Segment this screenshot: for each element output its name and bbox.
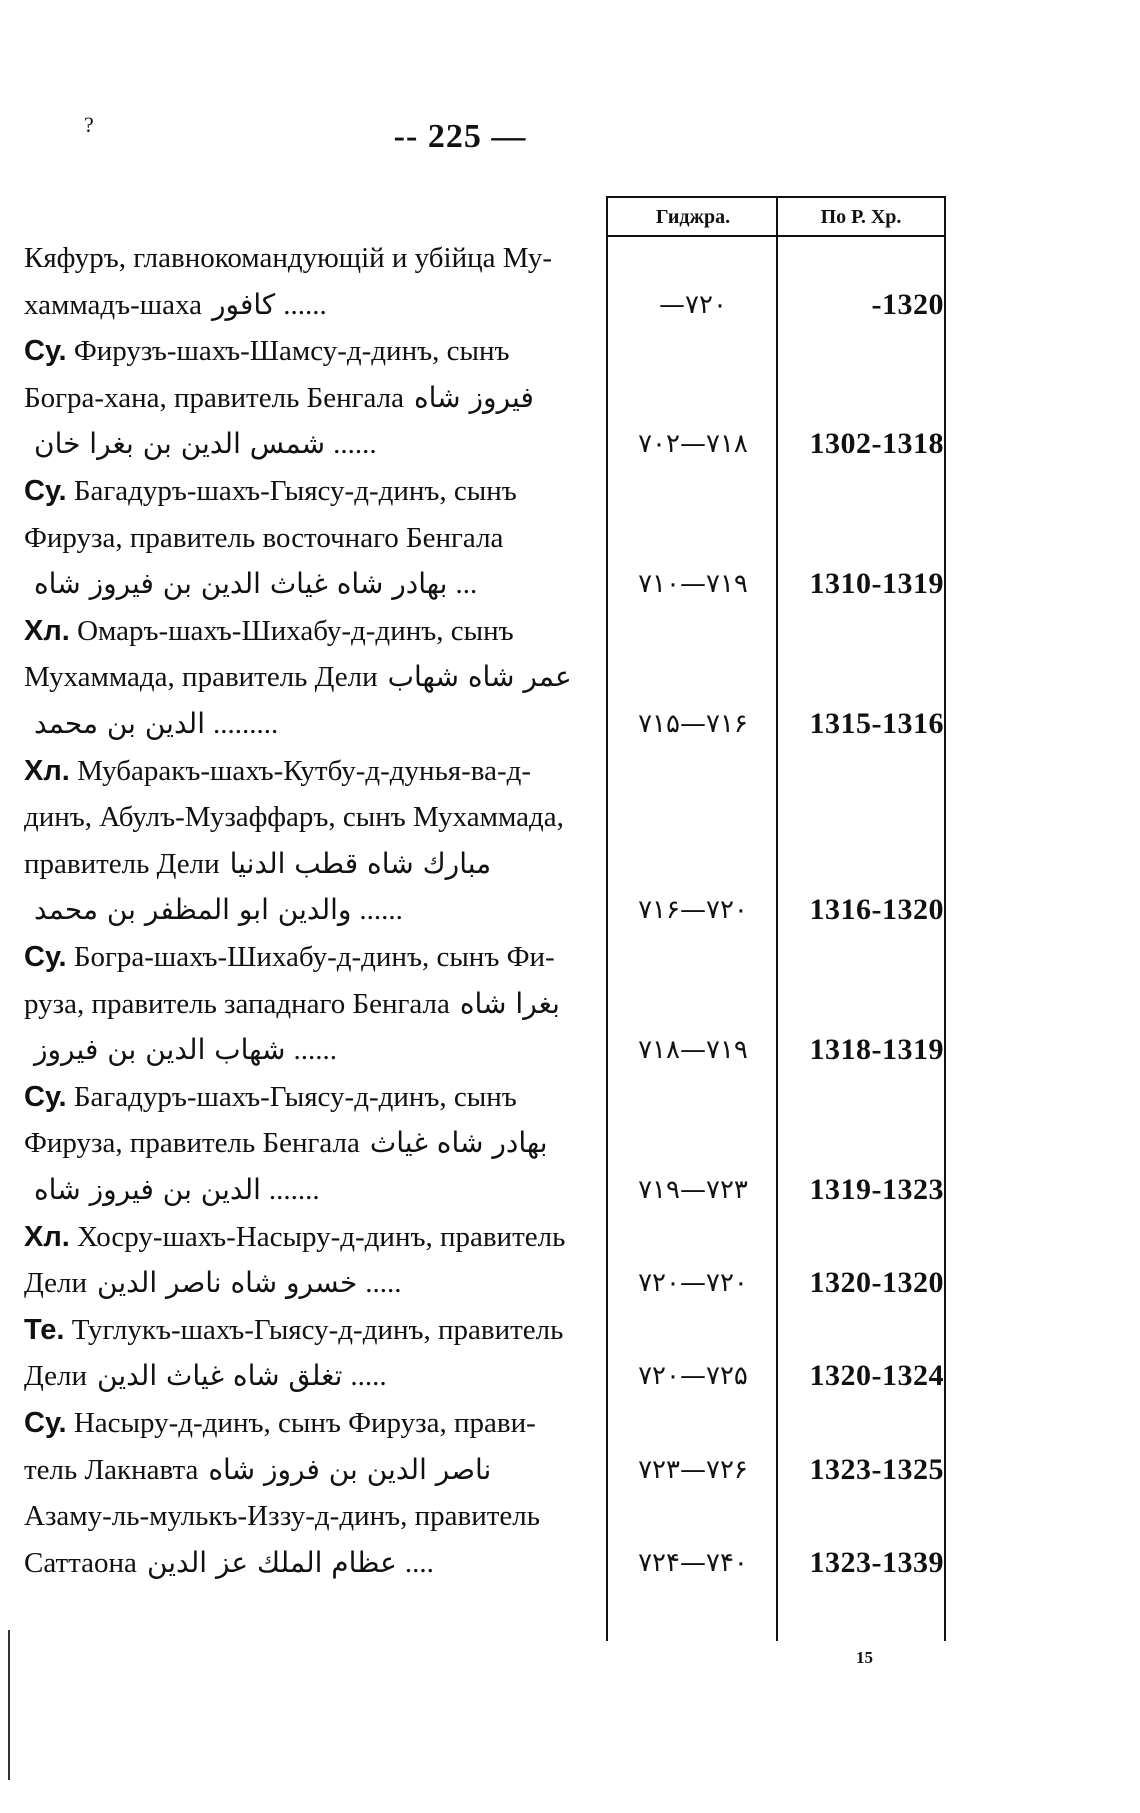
entry-line [24, 749, 594, 793]
hijra-date: ۷۲۴—۷۴۰ [638, 1547, 748, 1578]
entry-text: Мубаракъ-шахъ-Кутбу-д-дунья-ва-д- [77, 754, 532, 787]
dynasty-abbreviation: Су. [24, 941, 67, 973]
entry-text: тель Лакнавта [24, 1453, 199, 1486]
leader-dots: ...... [293, 1034, 338, 1067]
dynasty-abbreviation: Су. [24, 1080, 67, 1113]
entry-line [24, 1494, 594, 1538]
gregorian-date: 1320-1320 [809, 1266, 944, 1300]
entry-line [24, 982, 594, 1026]
entry-text: Туглукъ-шахъ-Гыясу-д-динъ, правитель [71, 1313, 564, 1346]
entry-text: Мухаммада, правитель Дели [24, 661, 378, 694]
hijra-date: ۷۰۲—۷۱۸ [638, 429, 748, 460]
leader-dots: ....... [268, 1174, 320, 1206]
entry-text: Дели [24, 1360, 87, 1393]
leader-dots: ......... [212, 708, 279, 740]
arabic-name: الدين بن فيروز شاه [34, 1173, 261, 1206]
gregorian-date: 1318-1319 [809, 1033, 944, 1067]
hijra-date: ۷۲۳—۷۲۶ [638, 1454, 748, 1485]
hijra-date: ۷۱۰—۷۱۹ [638, 569, 748, 600]
hijra-date: ۷۲۰—۷۲۵ [638, 1361, 748, 1392]
dynasty-abbreviation: Хл. [24, 754, 70, 787]
arabic-name: مبارك شاه قطب الدنيا [229, 846, 492, 880]
entry-text: Насыру-д-динъ, сынъ Фируза, прави- [73, 1407, 536, 1439]
entry-line [24, 842, 594, 886]
hijra-date: ۷۱۶—۷۲۰ [638, 895, 748, 926]
column-rule-left [606, 196, 608, 1641]
leader-dots: ...... [333, 428, 377, 461]
margin-rule [8, 1630, 10, 1780]
entry-text: Дели [24, 1267, 87, 1300]
dynasty-abbreviation: Су. [24, 1407, 67, 1439]
stray-mark: ? [84, 112, 94, 137]
entry-text: Багадуръ-шахъ-Гыясу-д-динъ, сынъ [73, 1080, 517, 1113]
gregorian-date: 1320-1324 [809, 1359, 944, 1393]
entry-line [24, 329, 594, 373]
arabic-name: شمس الدين بن بغرا خان [34, 427, 326, 461]
entry-line [24, 1308, 594, 1352]
arabic-name: عظام الملك عز الدين [146, 1545, 397, 1579]
entry-text: Омаръ-шахъ-Шихабу-д-динъ, сынъ [77, 614, 514, 647]
entry-line [24, 1121, 594, 1165]
hijra-date: ۷۲۰—۷۲۰ [638, 1268, 748, 1299]
dynasty-abbreviation: Хл. [24, 1220, 70, 1253]
arabic-name: خسرو شاه ناصر الدين [97, 1266, 358, 1300]
entry-line [24, 236, 594, 280]
gregorian-date: 1319-1323 [809, 1173, 944, 1206]
gregorian-date: 1302-1318 [809, 427, 944, 461]
header-top-rule [606, 196, 946, 198]
leader-dots: ..... [350, 1360, 387, 1393]
leader-dots: ... [455, 568, 478, 601]
arabic-name: عمر شاه شهاب [387, 660, 572, 694]
gregorian-date: 1316-1320 [809, 893, 944, 927]
entry-line [24, 1448, 594, 1492]
entry-line [24, 1261, 594, 1305]
entry-line [24, 1075, 594, 1119]
arabic-name: تغلق شاه غياث الدين [97, 1359, 343, 1393]
entry-line [24, 562, 594, 606]
entry-line [24, 1168, 594, 1212]
hijra-date: ۷۱۵—۷۱۶ [638, 709, 748, 739]
entry-text: Саттаона [24, 1546, 137, 1579]
arabic-name: شهاب الدين بن فيروز [34, 1033, 286, 1067]
entry-line [24, 1401, 594, 1445]
entry-text: Фируза, правитель Бенгала [24, 1127, 360, 1160]
entry-text: Фируза, правитель восточнаго Бенгала [24, 521, 504, 554]
signature-mark: 15 [856, 1648, 873, 1667]
arabic-name: ناصر الدين بن فروز شاه [208, 1452, 492, 1486]
leader-dots: ...... [359, 894, 403, 927]
entry-line [24, 655, 594, 699]
entry-text: Хосру-шахъ-Насыру-д-динъ, правитель [77, 1220, 566, 1253]
header-bottom-rule [606, 235, 946, 237]
arabic-name: بهادر شاه غياث [369, 1126, 548, 1160]
arabic-name: بغرا شاه [459, 986, 560, 1020]
entry-line [24, 1541, 594, 1585]
column-header-hijra: Гиджра. [655, 206, 731, 228]
entry-line [24, 1215, 594, 1259]
dynasty-abbreviation: Су. [24, 335, 67, 368]
entry-line [24, 1354, 594, 1398]
entry-text: Фирузъ-шахъ-Шамсу-д-динъ, сынъ [73, 335, 510, 368]
entry-text: Богра-хана, правитель Бенгала [24, 381, 404, 414]
dynasty-abbreviation: Те. [24, 1313, 65, 1346]
leader-dots: ...... [283, 288, 327, 321]
entry-text: хаммадъ-шаха [24, 288, 202, 321]
gregorian-date: 1323-1339 [809, 1545, 944, 1579]
entry-line [24, 422, 594, 466]
entry-line [24, 376, 594, 420]
arabic-name: والدين ابو المظفر بن محمد [34, 893, 352, 927]
entry-line [24, 935, 594, 979]
dynasty-abbreviation: Хл. [24, 614, 70, 647]
hijra-date: —۷۲۰ [659, 289, 727, 320]
arabic-name: الدين بن محمد [34, 707, 205, 740]
entry-text: Богра-шахъ-Шихабу-д-динъ, сынъ Фи- [73, 941, 555, 973]
entry-text: руза, правитель западнаго Бенгала [24, 987, 450, 1020]
gregorian-date: 1323-1325 [809, 1452, 944, 1486]
gregorian-date: 1310-1319 [809, 567, 944, 601]
dynasty-abbreviation: Су. [24, 475, 67, 507]
entry-line [24, 1028, 594, 1072]
entry-line [24, 283, 594, 327]
entry-text: Багадуръ-шахъ-Гыясу-д-динъ, сынъ [73, 475, 517, 507]
leader-dots: .... [404, 1546, 434, 1579]
column-header-gregorian: По Р. Хр. [820, 206, 902, 228]
entry-line [24, 795, 594, 839]
entry-line [24, 609, 594, 653]
entry-line [24, 516, 594, 560]
entry-line [24, 469, 594, 513]
leader-dots: ..... [365, 1267, 402, 1300]
hijra-date: ۷۱۹—۷۲۳ [638, 1175, 748, 1205]
entry-text: Азаму-ль-мулькъ-Иззу-д-динъ, правитель [24, 1500, 540, 1533]
gregorian-date: -1320 [871, 287, 944, 321]
entry-text: Кяфуръ, главнокомандующій и убійца Му- [24, 242, 552, 274]
page-number: -- 225 — [393, 118, 527, 155]
entry-text: правитель Дели [24, 847, 220, 880]
entry-line [24, 888, 594, 932]
column-rule-right [944, 196, 946, 1641]
arabic-name: فيروز شاه [413, 380, 534, 414]
entry-line [24, 702, 594, 746]
gregorian-date: 1315-1316 [809, 707, 944, 740]
arabic-name: بهادر شاه غياث الدين بن فيروز شاه [34, 567, 448, 601]
arabic-name: كافور [211, 287, 276, 321]
entry-text: динъ, Абулъ-Музаффаръ, сынъ Мухаммада, [24, 801, 564, 834]
hijra-date: ۷۱۸—۷۱۹ [638, 1035, 748, 1066]
